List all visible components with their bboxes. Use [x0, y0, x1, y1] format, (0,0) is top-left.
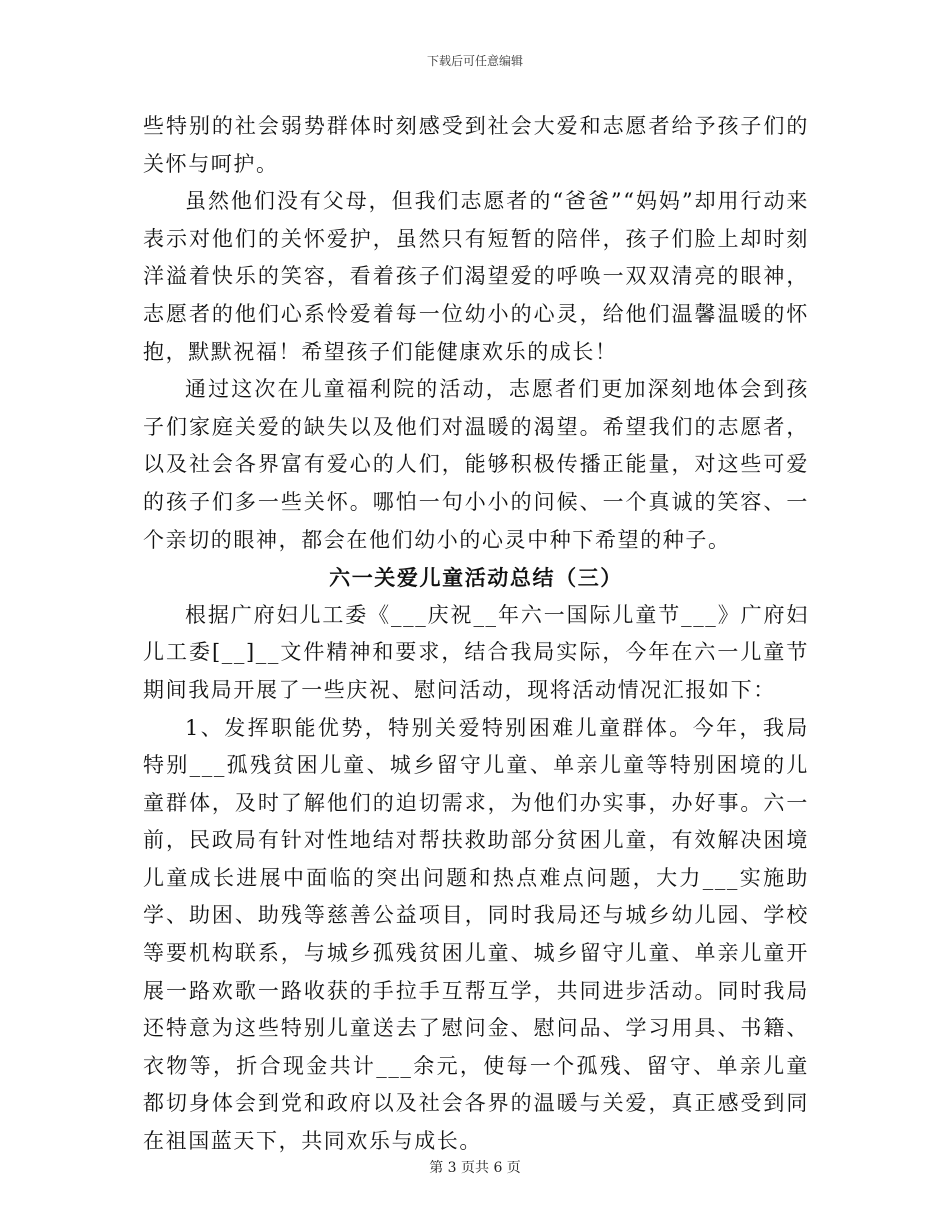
paragraph-item-1: 1、发挥职能优势，特别关爱特别困难儿童群体。今年，我局特别___孤残贫困儿童、城乡留守儿童、单亲儿童等特别困境的儿童群体，及时了解他们的迫切需求，为他们办实事，办好事。六一前，民政局有针对性地结对帮扶救助部分贫困儿童，有效解决困境儿童成长进展中面临的突出问题和热点难点问题，大力___实施助学、助困、助残等慈善公益项目，同时我局还与城乡幼儿园、学校等要机构联系，与城乡孤残贫困儿童、城乡留守儿童、单亲儿童开展一路欢歌一路收获的手拉手互帮互学，共同进步活动。同时我局还特意为这些特别儿童送去了慰问金、慰问品、学习用具、书籍、衣物等，折合现金共计___余元，使每一个孤残、留守、单亲儿童都切身体会到党和政府以及社会各界的温暖与关爱，真正感受到同在祖国蓝天下，共同欢乐与成长。	[143, 715, 809, 1154]
section-title: 六一关爱儿童活动总结（三）	[329, 565, 623, 591]
paragraph-intro: 根据广府妇儿工委《___庆祝__年六一国际儿童节___》广府妇儿工委[__]__文件精神和要求，结合我局实际，今年在六一儿童节期间我局开展了一些庆祝、慰问活动，现将活动情况汇报如下：	[143, 602, 809, 702]
paragraph-volunteer-care: 虽然他们没有父母，但我们志愿者的“爸爸”“妈妈”却用行动来表示对他们的关怀爱护，虽然只有短暂的陪伴，孩子们脸上却时刻洋溢着快乐的笑容，看着孩子们渴望爱的呼唤一双双清亮的眼神，志愿者的他们心系怜爱着每一位幼小的心灵，给他们温馨温暖的怀抱，默默祝福！希望孩子们能健康欢乐的成长！	[143, 189, 809, 364]
page-number: 第 3 页共 6 页	[429, 1160, 521, 1176]
paragraph-continuation: 些特别的社会弱势群体时刻感受到社会大爱和志愿者给予孩子们的关怀与呵护。	[143, 114, 809, 176]
paragraph-activity-reflection: 通过这次在儿童福利院的活动，志愿者们更加深刻地体会到孩子们家庭关爱的缺失以及他们对温暖的渴望。希望我们的志愿者，以及社会各界富有爱心的人们，能够积极传播正能量，对这些可爱的孩子们多一些关怀。哪怕一句小小的问候、一个真诚的笑容、一个亲切的眼神，都会在他们幼小的心灵中种下希望的种子。	[143, 377, 809, 552]
document-body	[143, 108, 809, 1161]
page-header-note: 下载后可任意编辑	[426, 54, 523, 68]
